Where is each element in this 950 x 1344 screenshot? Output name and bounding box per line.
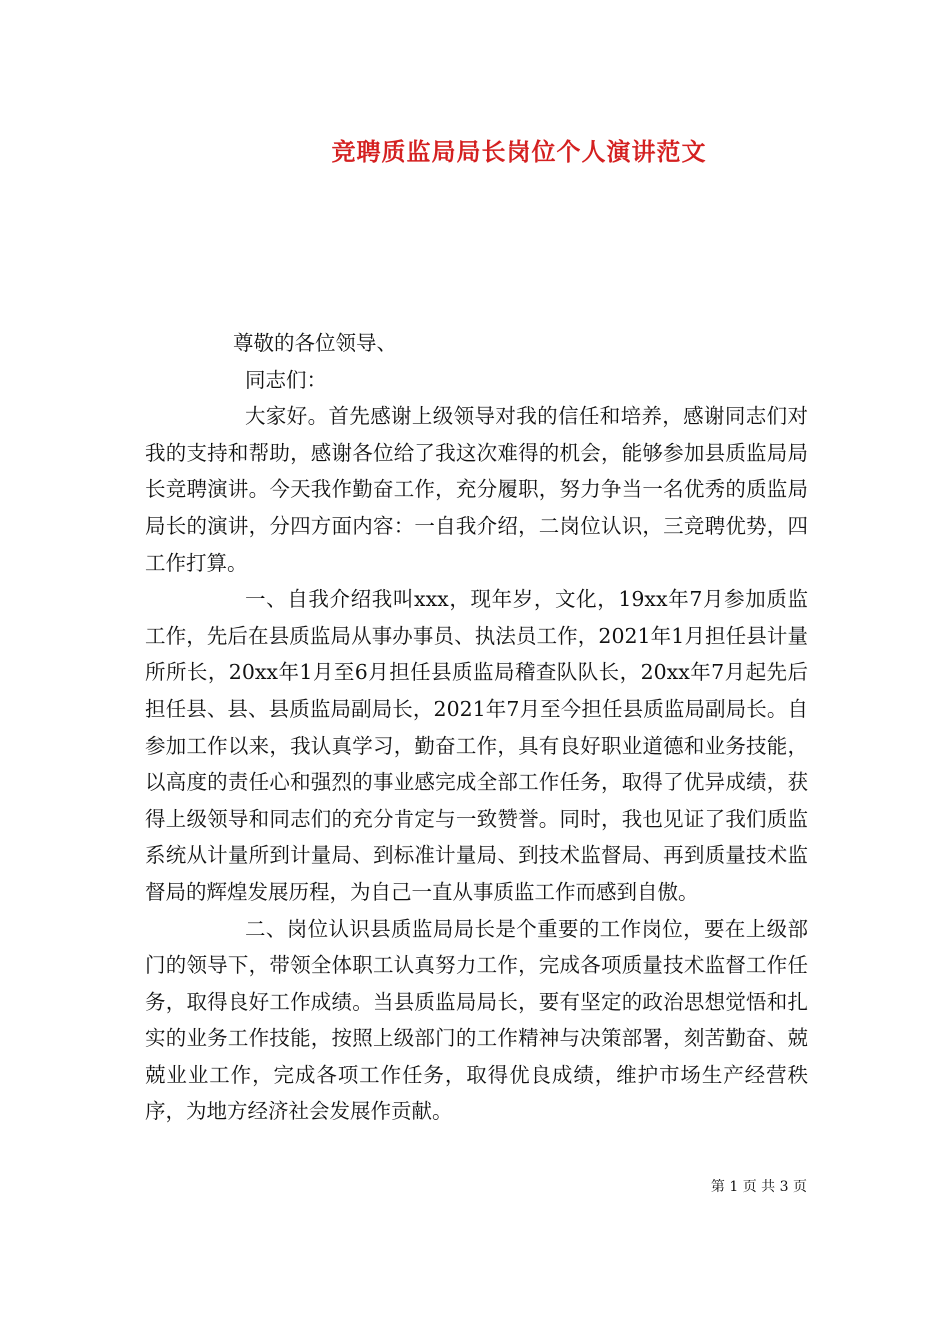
paragraph-self-introduction: 一、自我介绍我叫xxx，现年岁，文化，19xx年7月参加质监工作，先后在县质监局从事办事员、执法员工作，2021年1月担任县计量所所长，20xx年1月至6月担任县质监局稽查队队长，20xx年7月起先后担任县、县、县质监局副局长，2021年7月至今担任县质监局副局长。自参加工作以来，我认真学习，勤奋工作，具有良好职业道德和业务技能，以高度的责任心和强烈的事业感完成全部工作任务，取得了优异成绩，获得上级领导和同志们的充分肯定与一致赞誉。同时，我也见证了我们质监系统从计量所到计量局、到标准计量局、到技术监督局、再到质量技术监督局的辉煌发展历程，为自己一直从事质监工作而感到自傲。: [145, 587, 808, 904]
paragraph-position-understanding: 二、岗位认识县质监局局长是个重要的工作岗位，要在上级部门的领导下，带领全体职工认真努力工作，完成各项质量技术监督工作任务，取得良好工作成绩。当县质监局局长，要有坚定的政治思想觉悟和扎实的业务工作技能，按照上级部门的工作精神与决策部署，刻苦勤奋、兢兢业业工作，完成各项工作任务，取得优良成绩，维护市场生产经营秩序，为地方经济社会发展作贡献。: [145, 916, 808, 1124]
document-body: [145, 325, 808, 1130]
paragraph-greeting: 大家好。首先感谢上级领导对我的信任和培养，感谢同志们对我的支持和帮助，感谢各位给了我这次难得的机会，能够参加县质监局局长竞聘演讲。今天我作勤奋工作，充分履职，努力争当一名优秀的质监局局长的演讲，分四方面内容：一自我介绍，二岗位认识，三竞聘优势，四工作打算。: [145, 404, 808, 575]
salutation-line-2: 同志们：: [245, 367, 327, 392]
salutation-line-1: 尊敬的各位领导、: [233, 331, 397, 355]
page-number-footer: 第 1 页 共 3 页: [710, 1179, 807, 1195]
document-title: 竞聘质监局局长岗位个人演讲范文: [331, 137, 707, 166]
